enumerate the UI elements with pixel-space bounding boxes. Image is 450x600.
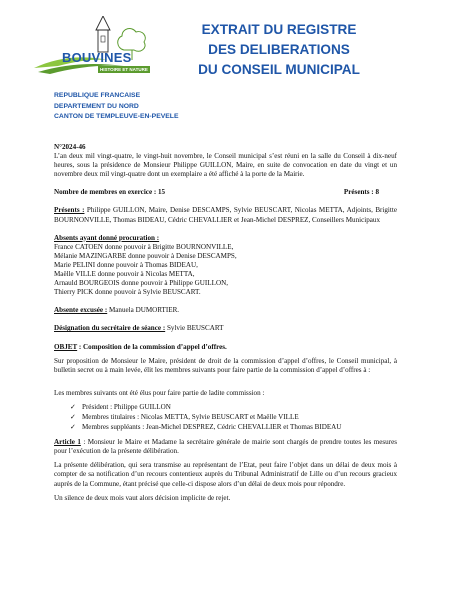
logo-tagline: HISTOIRE ET NATURE xyxy=(100,67,148,72)
excused-label: Absente excusée : xyxy=(54,306,108,315)
presents-paragraph xyxy=(54,206,397,224)
proxy-item: Marie PELINI donne pouvoir à Thomas BIDEAU, xyxy=(54,260,198,269)
title-line-3: DU CONSEIL MUNICIPAL xyxy=(198,62,360,77)
republic-label: REPUBLIQUE FRANCAISE xyxy=(54,92,141,99)
present-count: Présents : 8 xyxy=(343,188,379,197)
elected-president: Président : Philippe GUILLON xyxy=(82,402,171,411)
elected-suppleants: Membres suppléants : Jean-Michel DESPREZ, Cédric CHEVALLIER et Thomas BIDEAU xyxy=(82,423,342,432)
legal-notice: La présente délibération, qui sera transmise au représentant de l’Etat, peut faire l’objet dans un délai de deux mois à compter de sa notification d’un recours contentieux auprès du Tribunal Administratif de Lille ou d’un recours gracieux auprès de la Commune, étant précisé que celle-ci dispose alors d’un délai de deux mois pour répondre. xyxy=(54,461,397,488)
presents-label: Présents : xyxy=(54,206,85,215)
proxy-item: Arnauld BOURGEOIS donne pouvoir à Philippe GUILLON, xyxy=(54,279,228,288)
article-1-text: : Monsieur le Maire et Madame la secrétaire générale de mairie sont chargés de prendre toutes les mesures pour l’exécution de la présente délibération. xyxy=(54,438,397,456)
elected-members-list xyxy=(54,403,397,432)
member-counts xyxy=(54,188,397,197)
members-in-office: Nombre de membres en exercice : 15 xyxy=(54,188,166,197)
administrative-header xyxy=(54,91,179,123)
title-line-1: EXTRAIT DU REGISTRE xyxy=(201,22,357,37)
proxy-item: Thierry PICK donne pouvoir à Sylvie BEUSCART. xyxy=(54,288,201,297)
object-paragraph xyxy=(54,343,397,352)
object-text: : Composition de la commission d’appel d’offres. xyxy=(77,342,227,351)
checkmark-icon: ✓ xyxy=(70,402,76,411)
meeting-intro: L’an deux mil vingt-quatre, le vingt-huit novembre, le Conseil municipal s’est réuni en la salle du Conseil à dix-neuf heures, sous la présidence de Monsieur Philippe GUILLON, Maire, en suite de convocation en date du vingt et un novembre deux mil vingt-quatre dont un exemplaire a été affiché à la porte de la Mairie. xyxy=(54,152,397,179)
presents-text: Philippe GUILLON, Maire, Denise DESCAMPS, Sylvie BEUSCART, Nicolas METTA, Adjoints, Brigitte BOURNONVILLE, Thomas BIDEAU, Cédric CHEVALLIER et Jean-Michel DESPREZ, Conseillers Municipaux xyxy=(54,206,397,224)
secretary-text: Sylvie BEUSCART xyxy=(165,324,224,333)
article-1-paragraph xyxy=(54,438,397,456)
secretary-label: Désignation du secrétaire de séance : xyxy=(54,324,166,333)
proxy-item: Maëlle VILLE donne pouvoir à Nicolas METTA, xyxy=(54,270,195,279)
checkmark-icon: ✓ xyxy=(70,412,76,421)
silence-notice: Un silence de deux mois vaut alors décision implicite de rejet. xyxy=(54,493,231,502)
proxy-item: Mélanie MAZINGARBE donne pouvoir à Denise DESCAMPS, xyxy=(54,251,237,260)
list-item xyxy=(70,423,397,432)
secretary-paragraph xyxy=(54,324,397,333)
article-1-label: Article 1 xyxy=(54,438,81,447)
document-title xyxy=(168,20,390,80)
canton-label: CANTON DE TEMPLEUVE-EN-PEVELE xyxy=(54,113,179,120)
deliberation-number: N°2024-46 xyxy=(54,143,86,151)
proxies-label: Absents ayant donné procuration : xyxy=(54,233,160,242)
document-body xyxy=(54,143,397,503)
department-label: DEPARTEMENT DU NORD xyxy=(54,102,139,110)
object-label: OBJET xyxy=(54,342,78,351)
logo-name: BOUVINES xyxy=(62,50,132,65)
excused-paragraph xyxy=(54,306,397,315)
bouvines-logo xyxy=(28,16,156,80)
proposal-paragraph: Sur proposition de Monsieur le Maire, président de droit de la commission d’appel d’offres, le Conseil municipal, à bulletin secret ou à main levée, élit les membres suivants pour faire partie de la commission d’appel d’offres à : xyxy=(54,356,397,374)
elected-intro: Les membres suivants ont été élus pour faire partie de ladite commission : xyxy=(54,388,265,397)
title-line-2: DES DELIBERATIONS xyxy=(208,42,350,57)
proxy-item: France CATOEN donne pouvoir à Brigitte BOURNONVILLE, xyxy=(54,242,234,251)
elected-titulaires: Membres titulaires : Nicolas METTA, Sylvie BEUSCART et Maëlle VILLE xyxy=(82,412,299,421)
list-item xyxy=(70,413,397,422)
list-item xyxy=(70,403,397,412)
excused-text: Manuela DUMORTIER. xyxy=(107,306,180,315)
checkmark-icon: ✓ xyxy=(70,423,76,432)
